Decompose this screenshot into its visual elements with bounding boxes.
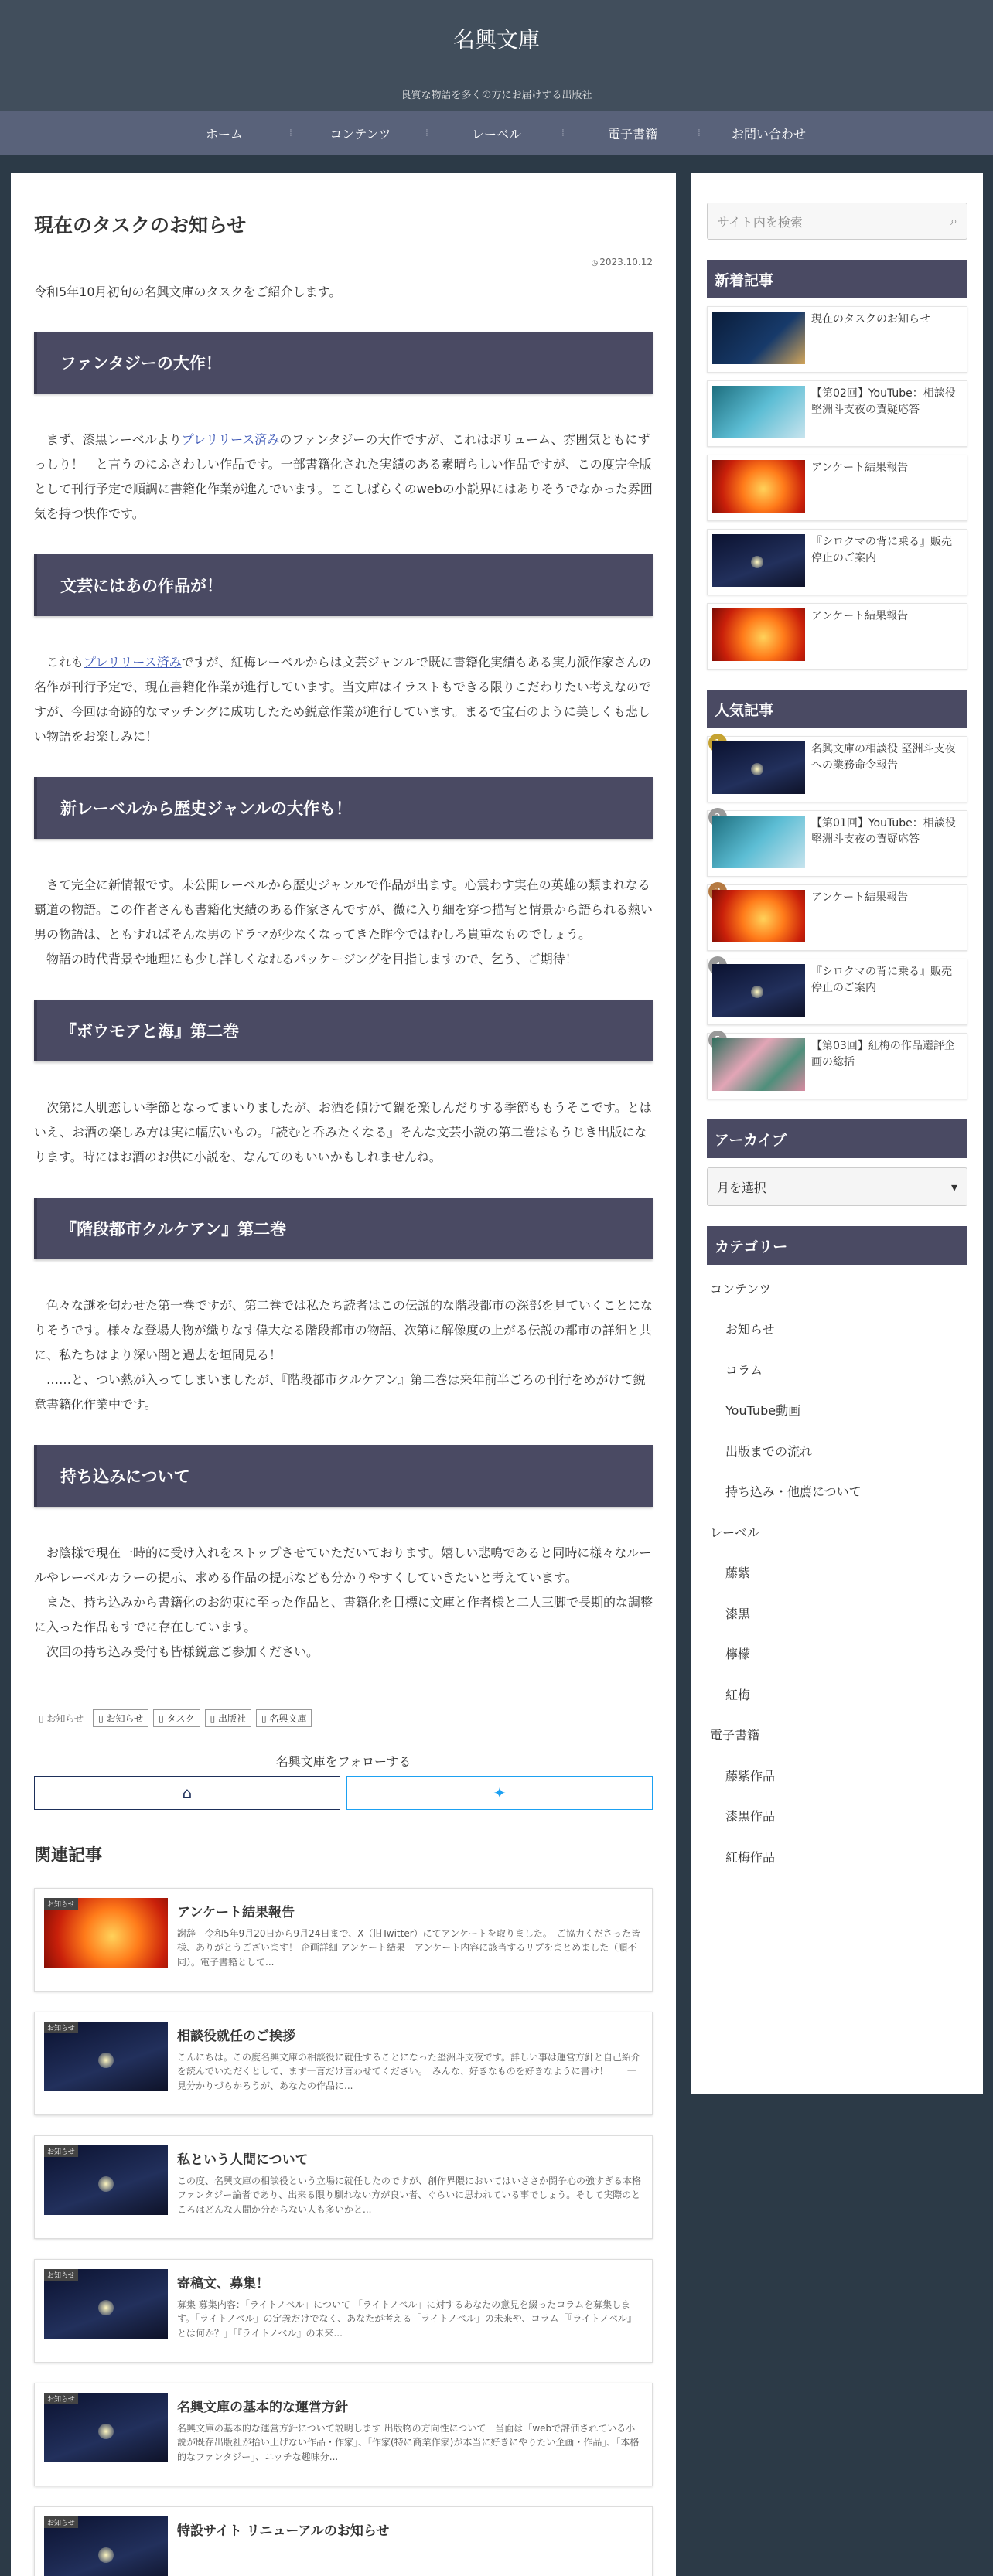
category-item[interactable]: YouTube動画 bbox=[725, 1403, 801, 1419]
related-card-snippet: 謝辞 令和5年9月20日から9月24日まで、X（旧Twitter）にてアンケートを取りました。 ご協力くださった皆様、ありがとうございます！ 企画詳細 アンケート結果 アンケート内容に該当するリプをまとめました（順不同）。電子書籍として... bbox=[177, 1927, 640, 1968]
section-body bbox=[34, 873, 653, 972]
section-body bbox=[34, 1293, 653, 1417]
article-intro: 令和5年10月初旬の名興文庫のタスクをご紹介します。 bbox=[34, 285, 342, 299]
entry-title: 現在のタスクのお知らせ bbox=[34, 214, 247, 237]
nav-item-contents[interactable]: コンテンツ ⁞ bbox=[329, 126, 428, 141]
category-link[interactable]: ▯ お知らせ bbox=[39, 1712, 84, 1724]
site-title[interactable]: 名興文庫 bbox=[452, 27, 540, 53]
search-icon[interactable]: ⌕ bbox=[950, 213, 957, 228]
post-title: アンケート結果報告 bbox=[811, 462, 909, 474]
related-card-snippet: こんにちは。この度名興文庫の相談役に就任することになった堅洲斗支夜です。詳しい事は運営方針と自己紹介を読んでいただくとして、まず一言だけ言わせてください。 みんな、好きなものを好きなように書け！ 一見分かりづらかろうが、あなたの作品に... bbox=[177, 2051, 641, 2091]
new-post-item[interactable] bbox=[707, 529, 967, 595]
light-icon bbox=[98, 2547, 114, 2563]
post-thumbnail bbox=[712, 312, 805, 364]
section-heading: 新レーベルから歴史ジャンルの大作も！ bbox=[34, 777, 653, 839]
tag-link[interactable]: ▯ 名興文庫 bbox=[256, 1709, 312, 1727]
category-label: お知らせ bbox=[44, 2145, 78, 2157]
folder-icon: ▯ bbox=[39, 1712, 47, 1724]
archive-title: アーカイブ bbox=[707, 1119, 967, 1158]
category-item[interactable]: 檸檬 bbox=[725, 1647, 751, 1662]
new-post-item[interactable] bbox=[707, 455, 967, 521]
popular-post-item[interactable] bbox=[707, 810, 967, 877]
global-nav bbox=[0, 111, 993, 155]
nav-item-ebook[interactable]: 電子書籍 ⁞ bbox=[607, 126, 701, 141]
post-thumbnail bbox=[712, 608, 805, 661]
nav-separator-icon: ⁞ bbox=[288, 127, 292, 139]
light-icon bbox=[751, 986, 763, 998]
paragraph: まず、漆黒レーベルよりプレリリース済みのファンタジーの大作ですが、これはボリューム、雰囲気ともにずっしり！ と言うのにふさわしい作品です。一部書籍化された実績のある素晴らしい作品ですが、この度完全版として刊行予定で順調に書籍化作業が進んでいます。ここしばらくのwebの小説界にはありそうでなかった雰囲気を持つ快作です。 bbox=[34, 431, 653, 521]
clock-icon: ◷ bbox=[591, 259, 599, 267]
category-label: お知らせ bbox=[44, 2022, 78, 2033]
paragraph: 物語の時代背景や地理にも少し詳しくなれるパッケージングを目指しますので、乞う、ご期待！ bbox=[46, 951, 578, 966]
category-item[interactable]: 藤紫 bbox=[725, 1566, 751, 1581]
post-thumbnail bbox=[712, 964, 805, 1017]
related-thumbnail bbox=[44, 1898, 168, 1968]
site-tagline: 良質な物語を多くの方にお届けする出版社 bbox=[401, 90, 592, 101]
post-thumbnail bbox=[712, 386, 805, 438]
paragraph: さて完全に新情報です。未公開レーベルから歴史ジャンルで作品が出ます。心震わす実在の英雄の類まれなる覇道の物語。この作者さんも書籍化実績のある作家さんですが、微に入り細を穿つ描写と情景から語られる熱い男の物語は、ともすればそんな男のドラマが少なくなってきた昨今ではむしろ貴重なものでしょう。 bbox=[34, 877, 653, 942]
popular-posts-title: 人気記事 bbox=[707, 690, 967, 728]
category-label: お知らせ bbox=[44, 2516, 78, 2528]
post-title: 現在のタスクのお知らせ bbox=[811, 313, 930, 325]
post-thumbnail bbox=[712, 816, 805, 868]
post-title: 【第01回】YouTube：相談役 堅洲斗支夜の賀疑応答 bbox=[811, 817, 956, 846]
search-input[interactable] bbox=[707, 203, 967, 240]
category-item[interactable]: 出版までの流れ bbox=[725, 1443, 813, 1459]
section-heading: 文芸にはあの作品が！ bbox=[34, 554, 653, 616]
related-card-title: 名興文庫の基本的な運営方針 bbox=[177, 2399, 348, 2415]
section-body bbox=[34, 1095, 653, 1170]
section-heading: 持ち込みについて bbox=[34, 1445, 653, 1507]
related-card-snippet: 名興文庫の基本的な運営方針について説明します 出版物の方向性について 当面は「webで評価されている小説が既存出版社が拾い上げない作品・作家」、「作家(特に商業作家)が本当に好きにやりたい企画・作品」、「本格的なファンタジー」、ニッチな趣味分... bbox=[177, 2422, 640, 2462]
nav-separator-icon: ⁞ bbox=[425, 127, 428, 139]
related-list bbox=[34, 1888, 653, 2576]
twitter-bird-icon: ✦ bbox=[493, 1783, 507, 1802]
light-icon bbox=[751, 763, 763, 775]
related-thumbnail bbox=[44, 2269, 168, 2339]
sidebar bbox=[691, 173, 983, 2094]
category-list bbox=[707, 1268, 967, 1877]
archive-select[interactable]: 月を選択 ▾ bbox=[707, 1167, 967, 1206]
section-heading: ファンタジーの大作！ bbox=[34, 332, 653, 394]
post-thumbnail bbox=[712, 1038, 805, 1091]
paragraph: 次第に人肌恋しい季節となってまいりましたが、お酒を傾けて鍋を楽しんだりする季節ももうそこです。とはいえ、お酒の楽しみ方は実に幅広いもの。『読むと呑みたくなる』そんな文芸小説の第二巻はもうじき出版になります。時にはお酒のお供に小説を、なんてのもいいかもしれませんね。 bbox=[34, 1099, 652, 1164]
post-thumbnail bbox=[712, 741, 805, 794]
new-post-item[interactable] bbox=[707, 380, 967, 447]
nav-item-contact[interactable]: お問い合わせ bbox=[731, 126, 806, 141]
category-label: お知らせ bbox=[44, 2269, 78, 2281]
paragraph: これもプレリリース済みですが、紅梅レーベルからは文芸ジャンルで既に書籍化実績もある実力派作家さんの名作が刊行予定で、現在書籍化作業が進行しています。当文庫はイラストもできる限りこだわりたい考えなのですが、今回は奇跡的なマッチングに成功したため鋭意作業が進行しています。まるで宝石のように美しくも悲しい物語をお楽しみに！ bbox=[34, 654, 651, 744]
post-tags bbox=[34, 1709, 653, 1727]
light-icon bbox=[98, 2053, 114, 2068]
related-card[interactable] bbox=[34, 2506, 653, 2576]
nav-separator-icon: ⁞ bbox=[561, 127, 565, 139]
tag-icon: ▯ bbox=[98, 1712, 107, 1724]
follow-home-button[interactable] bbox=[34, 1776, 340, 1810]
related-card-title: アンケート結果報告 bbox=[177, 1904, 295, 1920]
related-thumbnail bbox=[44, 2393, 168, 2462]
home-icon: ⌂ bbox=[182, 1783, 193, 1802]
category-item[interactable]: 持ち込み・他薦について bbox=[725, 1484, 862, 1500]
prerelease-link[interactable]: プレリリース済み bbox=[84, 654, 182, 670]
post-thumbnail bbox=[712, 534, 805, 587]
post-title: 名興文庫の相談役 堅洲斗支夜への業務命令報告 bbox=[811, 743, 956, 772]
section-body bbox=[34, 428, 653, 526]
light-icon bbox=[98, 2300, 114, 2315]
paragraph: ……と、つい熱が入ってしまいましたが、『階段都市クルケアン』第二巻は来年前半ごろの刊行をめがけて鋭意書籍化作業中です。 bbox=[34, 1371, 646, 1412]
chevron-down-icon: ▾ bbox=[950, 1179, 957, 1194]
site-header bbox=[0, 0, 993, 111]
category-label: お知らせ bbox=[44, 1898, 78, 1910]
related-card-title: 相談役就任のご挨拶 bbox=[177, 2028, 295, 2044]
category-item[interactable]: コンテンツ bbox=[710, 1281, 772, 1297]
related-title: 関連記事 bbox=[34, 1845, 103, 1866]
category-item[interactable]: 漆黒作品 bbox=[725, 1809, 776, 1825]
category-item[interactable]: お知らせ bbox=[725, 1322, 775, 1337]
light-icon bbox=[98, 2176, 114, 2192]
tag-link[interactable]: ▯ 出版社 bbox=[205, 1709, 251, 1727]
tag-link[interactable]: ▯ タスク bbox=[153, 1709, 200, 1727]
tag-link[interactable]: ▯ お知らせ bbox=[93, 1709, 148, 1727]
content-area bbox=[0, 155, 993, 2575]
post-thumbnail bbox=[712, 890, 805, 942]
related-card-snippet: 募集 募集内容：「ライトノベル」について 「ライトノベル」に対するあなたの意見を綴ったコラムを募集します。「ライトノベル」の定義だけでなく、あなたが考える「ライトノベル」の未来や、コラム「『ライトノベル』とは何か？」「『ライトノベル』の未来... bbox=[177, 2298, 636, 2339]
tag-icon: ▯ bbox=[261, 1712, 270, 1724]
tag-icon: ▯ bbox=[210, 1712, 218, 1724]
new-post-item[interactable] bbox=[707, 306, 967, 373]
related-card[interactable] bbox=[34, 2383, 653, 2486]
section-body bbox=[34, 650, 653, 749]
light-icon bbox=[751, 556, 763, 568]
article bbox=[11, 173, 676, 2576]
related-card-snippet bbox=[177, 2545, 389, 2576]
main-column bbox=[11, 173, 676, 2576]
post-title: 『シロクマの背に乗る』販売停止のご案内 bbox=[811, 966, 952, 994]
category-item[interactable]: 紅梅 bbox=[725, 1687, 751, 1702]
post-title: 『シロクマの背に乗る』販売停止のご案内 bbox=[811, 536, 952, 564]
category-item[interactable]: 藤紫作品 bbox=[725, 1768, 776, 1784]
related-thumbnail bbox=[44, 2022, 168, 2091]
paragraph: また、持ち込みから書籍化のお約束に至った作品と、書籍化を目標に文庫と作者様と二人三脚で長期的な調整に入った作品もすでに存在しています。 bbox=[34, 1594, 653, 1634]
follow-buttons bbox=[34, 1776, 653, 1810]
section-heading: 『階段都市クルケアン』第二巻 bbox=[34, 1198, 653, 1259]
category-item[interactable]: コラム bbox=[725, 1362, 763, 1378]
popular-post-item[interactable] bbox=[707, 736, 967, 802]
post-thumbnail bbox=[712, 460, 805, 513]
nav-item-home[interactable]: ホーム ⁞ bbox=[205, 126, 292, 141]
new-posts-title: 新着記事 bbox=[707, 260, 967, 298]
follow-title: 名興文庫をフォローする bbox=[275, 1753, 411, 1769]
popular-post-item[interactable] bbox=[707, 1033, 967, 1099]
related-card-title: 寄稿文、募集！ bbox=[177, 2275, 269, 2291]
related-thumbnail bbox=[44, 2516, 168, 2576]
category-label: お知らせ bbox=[44, 2393, 78, 2404]
related-card-title: 私という人間について bbox=[177, 2152, 309, 2168]
post-title: アンケート結果報告 bbox=[811, 891, 909, 904]
related-card[interactable] bbox=[34, 2135, 653, 2239]
nav-separator-icon: ⁞ bbox=[697, 127, 701, 139]
nav-item-label[interactable]: レーベル ⁞ bbox=[471, 126, 565, 141]
post-title: 【第02回】YouTube：相談役 堅洲斗支夜の賀疑応答 bbox=[811, 387, 956, 416]
popular-post-item[interactable] bbox=[707, 884, 967, 951]
post-title: 【第03回】紅梅の作品選評企画の総括 bbox=[811, 1040, 955, 1068]
paragraph: 色々な謎を匂わせた第一巻ですが、第二巻では私たち読者はこの伝説的な階段都市の深部を見ていくことになりそうです。様々な登場人物が織りなす偉大なる階段都市の物語、次第に解像度の上がる伝説の都市の詳細と共に、私たちはより深い闇と過去を垣間見る！ bbox=[34, 1297, 653, 1362]
related-card[interactable] bbox=[34, 2012, 653, 2115]
post-date: ◷ 2023.10.12 bbox=[591, 257, 653, 267]
related-card[interactable] bbox=[34, 2259, 653, 2363]
new-post-item[interactable] bbox=[707, 603, 967, 670]
related-thumbnail bbox=[44, 2145, 168, 2215]
prerelease-link[interactable]: プレリリース済み bbox=[181, 431, 280, 447]
category-item[interactable]: 電子書籍 bbox=[710, 1728, 760, 1743]
category-item[interactable]: レーベル bbox=[710, 1525, 760, 1540]
follow-twitter-button[interactable] bbox=[346, 1776, 653, 1810]
tag-icon: ▯ bbox=[159, 1712, 167, 1724]
related-card[interactable] bbox=[34, 1888, 653, 1992]
related-card-snippet: この度、名興文庫の相談役という立場に就任したのですが、創作界隈においてはいささか闘争心の強すぎる本格ファンタジー論者であり、出来る限り馴れない方が良い者、ぐらいに思われている事でしょう。そして実際のところはどんな人間か分からない人も多いかと... bbox=[177, 2175, 642, 2215]
light-icon bbox=[98, 2424, 114, 2439]
category-title: カテゴリー bbox=[707, 1226, 967, 1265]
search-placeholder: サイト内を検索 bbox=[717, 214, 803, 230]
popular-post-item[interactable] bbox=[707, 959, 967, 1025]
category-item[interactable]: 漆黒 bbox=[725, 1606, 751, 1621]
paragraph: お陰様で現在一時的に受け入れをストップさせていただいております。嬉しい悲鳴であると同時に様々なルールやレーベルカラーの提示、求める作品の提示なども分かりやすくしていきたいと考えています。 bbox=[34, 1545, 652, 1585]
paragraph: 次回の持ち込み受付も皆様鋭意ご参加ください。 bbox=[46, 1644, 319, 1659]
section-heading: 『ボウモアと海』第二巻 bbox=[34, 1000, 653, 1061]
related-card-title: 特設サイト リニューアルのお知らせ bbox=[177, 2523, 390, 2539]
post-title: アンケート結果報告 bbox=[811, 610, 909, 622]
section-body bbox=[34, 1541, 653, 1665]
category-item[interactable]: 紅梅作品 bbox=[725, 1849, 776, 1865]
